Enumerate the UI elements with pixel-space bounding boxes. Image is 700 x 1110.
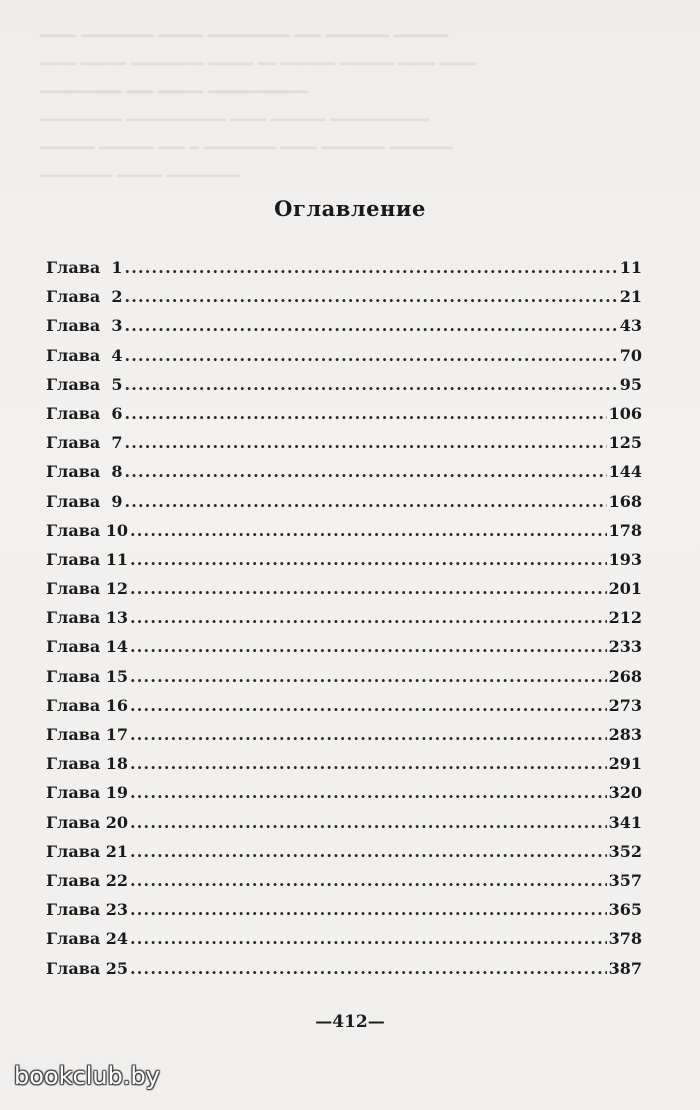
dot-leader bbox=[124, 492, 606, 511]
dot-leader bbox=[130, 667, 607, 686]
toc-entry bbox=[46, 404, 642, 433]
toc-entry-label: Глава 25 bbox=[46, 958, 129, 978]
toc-entry-label: Глава 23 bbox=[46, 900, 129, 920]
toc-entry bbox=[46, 929, 642, 958]
toc-entry-label: Глава 17 bbox=[46, 725, 129, 744]
toc-entry-label: Глава 6 bbox=[46, 403, 123, 423]
dot-leader bbox=[130, 959, 607, 978]
toc-entry-label: Глава 22 bbox=[46, 870, 129, 890]
dot-leader bbox=[130, 754, 607, 773]
table-of-contents bbox=[46, 258, 642, 988]
toc-entry-label: Глава 13 bbox=[46, 608, 129, 628]
toc-entry-page: 125 bbox=[608, 433, 642, 453]
toc-entry-page: 268 bbox=[608, 666, 642, 686]
dot-leader bbox=[130, 608, 607, 627]
dot-leader bbox=[130, 725, 607, 744]
dot-leader bbox=[124, 462, 606, 481]
dot-leader bbox=[124, 404, 606, 423]
toc-entry-label: Глава 3 bbox=[46, 316, 123, 336]
toc-entry-page: 291 bbox=[608, 754, 642, 774]
toc-entry bbox=[46, 316, 642, 345]
toc-entry bbox=[46, 521, 642, 550]
dot-leader bbox=[130, 521, 607, 540]
toc-entry-page: 212 bbox=[608, 608, 642, 628]
dot-leader bbox=[130, 929, 607, 948]
toc-entry-label: Глава 9 bbox=[46, 491, 123, 511]
toc-entry bbox=[46, 492, 642, 521]
toc-entry-page: 387 bbox=[608, 958, 642, 978]
dot-leader bbox=[130, 550, 607, 569]
dot-leader bbox=[130, 900, 607, 919]
toc-entry-page: 21 bbox=[619, 287, 642, 307]
toc-entry bbox=[46, 462, 642, 491]
toc-entry-page: 273 bbox=[608, 695, 642, 715]
toc-entry-label: Глава 1 bbox=[46, 258, 123, 277]
toc-entry-label: Глава 24 bbox=[46, 929, 129, 949]
toc-entry bbox=[46, 637, 642, 666]
toc-entry-label: Глава 20 bbox=[46, 812, 129, 832]
toc-entry bbox=[46, 667, 642, 696]
toc-entry-page: 352 bbox=[608, 841, 642, 861]
toc-entry bbox=[46, 375, 642, 404]
toc-entry bbox=[46, 783, 642, 812]
toc-entry bbox=[46, 842, 642, 871]
toc-entry bbox=[46, 754, 642, 783]
toc-entry-page: 357 bbox=[608, 870, 642, 890]
toc-entry-label: Глава 18 bbox=[46, 754, 129, 774]
dot-leader bbox=[124, 258, 617, 277]
toc-entry-page: 378 bbox=[608, 929, 642, 949]
page-title: Оглавление bbox=[274, 196, 426, 221]
toc-entry-label: Глава 14 bbox=[46, 637, 129, 657]
toc-entry bbox=[46, 258, 642, 287]
dot-leader bbox=[130, 783, 607, 802]
toc-entry-page: 320 bbox=[608, 783, 642, 803]
toc-entry bbox=[46, 608, 642, 637]
dot-leader bbox=[130, 696, 607, 715]
toc-entry-label: Глава 2 bbox=[46, 287, 123, 307]
toc-entry bbox=[46, 813, 642, 842]
dot-leader bbox=[130, 813, 607, 832]
toc-entry-page: 95 bbox=[619, 374, 642, 394]
toc-entry-page: 70 bbox=[619, 345, 642, 365]
toc-entry bbox=[46, 346, 642, 375]
toc-entry bbox=[46, 725, 642, 754]
toc-entry-label: Глава 19 bbox=[46, 783, 129, 803]
page-number: —412— bbox=[315, 1012, 385, 1032]
toc-entry-label: Глава 5 bbox=[46, 374, 123, 394]
toc-entry-label: Глава 8 bbox=[46, 462, 123, 482]
toc-entry bbox=[46, 579, 642, 608]
toc-entry-page: 201 bbox=[608, 579, 642, 599]
toc-entry-label: Глава 7 bbox=[46, 433, 123, 453]
toc-entry-page: 193 bbox=[608, 549, 642, 569]
toc-entry-page: 11 bbox=[619, 258, 642, 277]
toc-entry bbox=[46, 900, 642, 929]
toc-entry-page: 144 bbox=[608, 462, 642, 482]
toc-entry-page: 283 bbox=[608, 725, 642, 744]
toc-entry bbox=[46, 433, 642, 462]
toc-entry bbox=[46, 550, 642, 579]
toc-entry bbox=[46, 287, 642, 316]
dot-leader bbox=[130, 637, 607, 656]
toc-entry-page: 43 bbox=[619, 316, 642, 336]
toc-entry-label: Глава 16 bbox=[46, 695, 129, 715]
dot-leader bbox=[124, 287, 617, 306]
toc-entry-page: 168 bbox=[608, 491, 642, 511]
toc-entry bbox=[46, 959, 642, 988]
toc-entry-page: 365 bbox=[608, 900, 642, 920]
dot-leader bbox=[124, 316, 617, 335]
toc-entry bbox=[46, 696, 642, 725]
watermark: bookclub.by bbox=[14, 1062, 160, 1090]
toc-entry bbox=[46, 871, 642, 900]
toc-entry-page: 233 bbox=[608, 637, 642, 657]
toc-entry-label: Глава 12 bbox=[46, 579, 129, 599]
toc-entry-page: 178 bbox=[608, 520, 642, 540]
toc-entry-label: Глава 4 bbox=[46, 345, 123, 365]
toc-entry-label: Глава 15 bbox=[46, 666, 129, 686]
dot-leader bbox=[130, 871, 607, 890]
dot-leader bbox=[130, 579, 607, 598]
dot-leader bbox=[124, 375, 617, 394]
dot-leader bbox=[130, 842, 607, 861]
dot-leader bbox=[124, 433, 606, 452]
dot-leader bbox=[124, 346, 617, 365]
toc-entry-label: Глава 10 bbox=[46, 520, 129, 540]
toc-entry-page: 106 bbox=[608, 403, 642, 423]
bleed-through-text: ━━━━ ━━━━━━━━ ━━━━━ ━━━━━━━━━ ━━━ ━━━━━━━ ━━━━━━ ━━━━ ━━━━━ ━━━━━━━━ ━━━━━ ━━ ━━━━━━ ━━━━━━ ━━━━ ━━━━ ━━━━━━━━━ ━━━ ━━━━━ ━━━━━━━━━━━ ━━━━━━━━━ ━━━━━━━━━━━ ━━━━ ━━━━━━ ━━━━━━━━━━━ ━━━━━━ ━━━━━━ ━━━ ━ ━━━━━━━━ ━━━━ ━━━━━━━ ━━━━━━━ ━━━━━━━━ ━━━━━ ━━━━━━━━ bbox=[40, 27, 476, 185]
toc-entry-label: Глава 11 bbox=[46, 549, 129, 569]
toc-entry-page: 341 bbox=[608, 812, 642, 832]
toc-entry-label: Глава 21 bbox=[46, 841, 129, 861]
